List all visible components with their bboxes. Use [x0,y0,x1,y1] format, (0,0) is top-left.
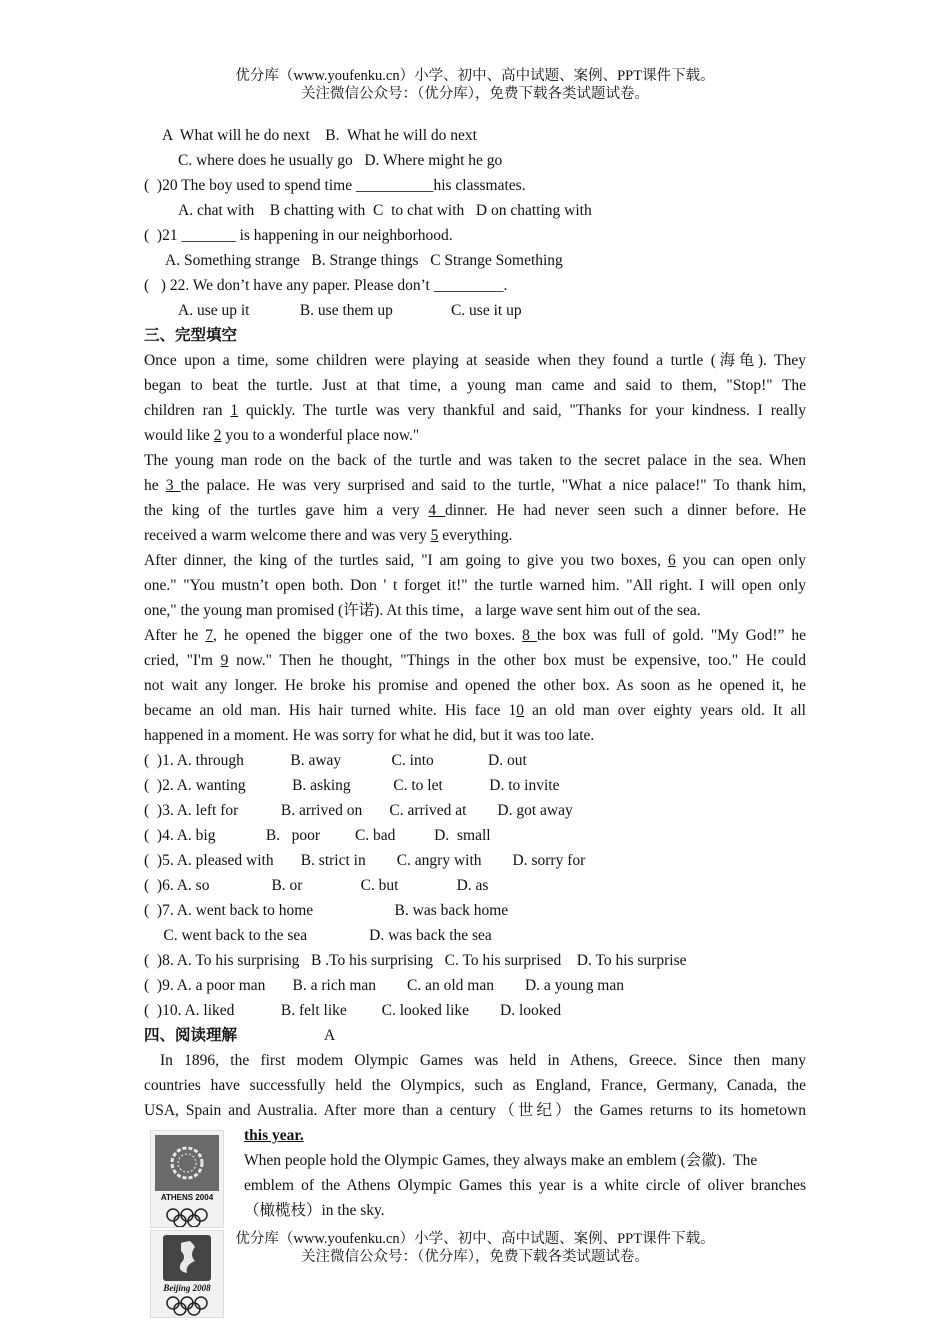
cloze-question: ( )5. A. pleased with B. strict in C. angry with D. sorry for [144,852,586,869]
cloze-question: ( )7. A. went back to home B. was back home [144,902,509,919]
blank-2: 2 [213,427,222,444]
blank-5: 5 [430,527,439,544]
cloze-question: ( )9. A. a poor man B. a rich man C. an old man D. a young man [144,977,624,994]
q22-stem: ( ) 22. We don’t have any paper. Please don’t _________. [144,277,508,294]
blank-7: 7 [205,627,214,644]
reading-section-label: A [324,1027,336,1044]
blank-4: 4 [428,502,446,519]
beijing-emblem-text: Beijing 2008 [163,1283,211,1293]
page-footer-line2: 关注微信公众号：（优分库），免费下载各类试题试卷。 [301,1249,649,1265]
reading-line: USA, Spain and Australia. After more than a century（世纪）the Games returns to its hometown [144,1102,806,1119]
reading-line: countries have successfully held the Olympics, such as England, France, Germany, Canada, the [144,1077,806,1094]
passage-line: the king of the turtles gave him a very 4 dinner. He had never seen such a dinner before. He [144,502,807,519]
q22-options: A. use up it B. use them up C. use it up [178,302,522,319]
reading-line: emblem of the Athens Olympic Games this year is a white circle of oliver branches [244,1177,806,1194]
cloze-question: ( )6. A. so B. or C. but D. as [144,877,489,894]
passage-line: he 3 the palace. He was very surprised and said to the turtle, "What a nice palace!" To thank him, [144,477,806,494]
passage-line: became an old man. His hair turned white. His face 10 an old man over eighty years old. It all [144,702,806,719]
reading-line: （橄榄枝）in the sky. [244,1202,385,1219]
cloze-question: ( )8. A. To his surprising B .To his surprising C. To his surprised D. To his surprise [144,952,687,969]
blank-3: 3 [165,477,181,494]
passage-line: one." "You mustn’t open both. Don ' t forget it!" the turtle warned him. "All right. I will open only [144,577,806,594]
passage-line: began to beat the turtle. Just at that time, a young man came and said to them, "Stop!" The [144,377,806,394]
blank-8: 8 [522,627,537,644]
page-header-line2: 关注微信公众号：（优分库），免费下载各类试题试卷。 [301,86,649,102]
cloze-question: C. went back to the sea D. was back the sea [144,927,492,944]
reading-line: When people hold the Olympic Games, they always make an emblem (会徽). The [244,1152,758,1169]
passage-line: would like 2 you to a wonderful place now." [144,427,420,444]
q19-options-cd: C. where does he usually go D. Where might he go [178,152,503,169]
cloze-question: ( )3. A. left for B. arrived on C. arrived at D. got away [144,802,573,819]
page-header-line1: 优分库（www.youfenku.cn）小学、初中、高中试题、案例、PPT课件下载。 [235,68,715,84]
q19-options-ab: A What will he do next B. What he will do next [162,127,477,144]
olive-wreath-icon [151,1131,223,1227]
page-footer-line1: 优分库（www.youfenku.cn）小学、初中、高中试题、案例、PPT课件下载。 [235,1231,715,1247]
passage-line: not wait any longer. He broke his promise and opened the other box. As soon as he opened it, he [144,677,806,694]
passage-line: children ran 1 quickly. The turtle was very thankful and said, "Thanks for your kindness. I really [144,402,806,419]
section-heading-cloze: 三、完型填空 [144,327,238,344]
athens-2004-emblem [150,1130,224,1228]
blank-10: 0 [516,702,525,719]
reading-line: this year. [244,1127,304,1144]
cloze-question: ( )2. A. wanting B. asking C. to let D. to invite [144,777,560,794]
section-heading-reading: 四、阅读理解 [144,1027,238,1044]
passage-line: After he 7, he opened the bigger one of the two boxes. 8 the box was full of gold. "My God!” he [144,627,807,644]
passage-line: cried, "I'm 9 now." Then he thought, "Things in the other box must be expensive, too." He could [144,652,806,669]
reading-line: In 1896, the first modem Olympic Games was held in Athens, Greece. Since then many [160,1052,806,1069]
q20-options: A. chat with B chatting with C to chat with D on chatting with [178,202,592,219]
cloze-question: ( )4. A. big B. poor C. bad D. small [144,827,491,844]
q20-stem: ( )20 The boy used to spend time __________his classmates. [144,177,526,194]
passage-line: happened in a moment. He was sorry for what he did, but it was too late. [144,727,595,744]
passage-line: Once upon a time, some children were playing at seaside when they found a turtle (海龟). They [144,352,806,369]
passage-line: received a warm welcome there and was very 5 everything. [144,527,513,544]
cloze-question: ( )1. A. through B. away C. into D. out [144,752,527,769]
blank-1: 1 [230,402,239,419]
blank-9: 9 [220,652,229,669]
passage-line: The young man rode on the back of the turtle and was taken to the secret palace in the sea. When [144,452,806,469]
q21-stem: ( )21 _______ is happening in our neighborhood. [144,227,453,244]
passage-line: After dinner, the king of the turtles said, "I am going to give you two boxes, 6 you can open only [144,552,806,569]
cloze-question: ( )10. A. liked B. felt like C. looked like D. looked [144,1002,562,1019]
athens-emblem-text: ATHENS 2004 [160,1193,214,1202]
passage-line: one," the young man promised (许诺). At this time，a large wave sent him out of the sea. [144,602,701,619]
blank-6: 6 [667,552,676,569]
q21-options: A. Something strange B. Strange things C Strange Something [165,252,563,269]
